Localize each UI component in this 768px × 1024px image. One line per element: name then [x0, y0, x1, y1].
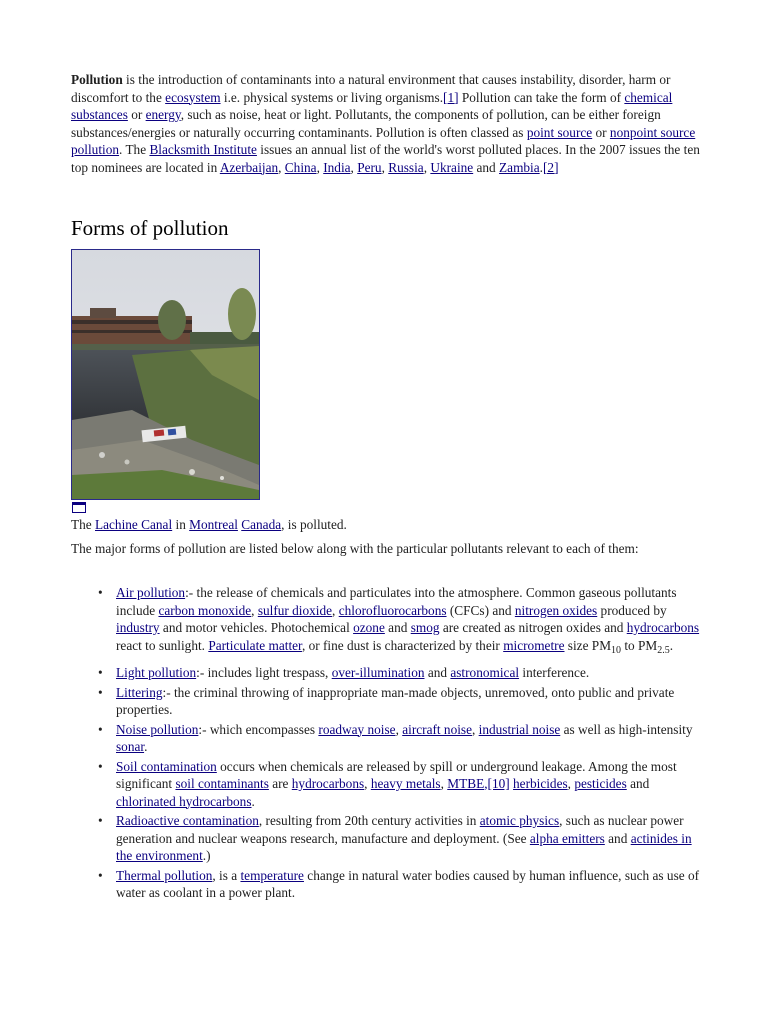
link-montreal[interactable]: Montreal	[189, 517, 238, 532]
text: :- includes light trespass,	[196, 665, 332, 680]
text: as well as high-intensity	[560, 721, 693, 737]
list-item-noise-pollution	[116, 721, 701, 756]
link-soil-contamination[interactable]: Soil contamination	[116, 758, 217, 774]
link-mtbe[interactable]: MTBE	[447, 776, 485, 791]
text: ,	[251, 602, 258, 618]
text: ,	[440, 776, 448, 791]
text: interference.	[519, 665, 590, 680]
link-light-pollution[interactable]: Light pollution	[116, 665, 197, 680]
text: and	[626, 776, 650, 791]
text: produced by	[597, 602, 667, 618]
text: in	[172, 517, 190, 532]
link-india[interactable]: India	[323, 159, 351, 175]
intro-term: Pollution	[71, 72, 123, 87]
link-ukraine[interactable]: Ukraine	[430, 159, 474, 175]
text: ,	[423, 159, 431, 175]
link-lachine-canal[interactable]: Lachine Canal	[95, 517, 173, 532]
text: react to sunlight.	[116, 637, 209, 653]
text: ,	[350, 159, 358, 175]
text: ,	[332, 602, 339, 618]
text: ,	[364, 776, 371, 791]
citation-1[interactable]: [1]	[443, 89, 459, 105]
text: , such as nuclear power generation and nuclear weapons research, manufacture and deployment. (See	[116, 813, 684, 846]
text: ,	[472, 721, 479, 737]
text: , resulting from 20th century activities in	[258, 813, 480, 828]
text: :- which encompasses	[198, 721, 319, 737]
text: i.e. physical systems or living organisms.	[220, 89, 444, 105]
text: and	[384, 620, 411, 635]
list-item-thermal-pollution	[116, 867, 701, 902]
text: issues an annual list of the world's worst polluted places. In the 2007 issues the ten top nominees are located in	[71, 142, 700, 175]
text: , or fine dust is characterized by their	[301, 637, 504, 653]
text: is the introduction of contaminants into a natural environment that causes instability, disorder, harm or discomfort to the	[71, 72, 671, 105]
text: and motor vehicles. Photochemical	[159, 620, 354, 635]
citation-2[interactable]: [2]	[543, 159, 559, 175]
link-point-source[interactable]: point source	[526, 124, 593, 140]
link-pesticides[interactable]: pesticides	[574, 776, 627, 791]
text: Pollution can take the form of	[458, 89, 625, 105]
text: are created as nitrogen oxides and	[439, 620, 627, 635]
list-item-soil-contamination	[116, 758, 701, 811]
text: are	[268, 776, 292, 791]
text: ,	[278, 159, 285, 175]
link-sulfur-dioxide[interactable]: sulfur dioxide	[257, 602, 333, 618]
link-soil-contaminants[interactable]: soil contaminants	[175, 776, 269, 791]
text: and	[424, 665, 451, 680]
link-air-pollution[interactable]: Air pollution	[116, 585, 186, 600]
link-chemical-substances[interactable]: chemical substances	[71, 89, 673, 122]
text: .)	[202, 848, 211, 863]
text: .	[144, 739, 148, 754]
text: ,	[567, 776, 575, 791]
text: and	[473, 159, 500, 175]
text: .	[539, 159, 543, 175]
link-actinides-in-the-environment[interactable]: actinides in the environment	[116, 830, 692, 863]
forms-lead-text: The major forms of pollution are listed below along with the particular pollutants relevant to each of them:	[71, 541, 639, 556]
link-noise-pollution[interactable]: Noise pollution	[116, 721, 199, 737]
link-carbon-monoxide[interactable]: carbon monoxide	[158, 602, 252, 618]
link-canada[interactable]: Canada	[241, 517, 282, 532]
link-russia[interactable]: Russia	[388, 159, 424, 175]
text: or	[127, 107, 146, 122]
link-aircraft-noise[interactable]: aircraft noise	[402, 721, 472, 737]
text: . The	[119, 142, 150, 157]
text: :- the criminal throwing of inappropriate man-made objects, unremoved, onto public and private properties.	[116, 684, 675, 717]
text: :- the release of chemicals and particulates into the atmosphere. Common gaseous pollutants include	[116, 585, 677, 618]
text: , is polluted.	[281, 517, 347, 532]
list-item-radioactive-contamination	[116, 812, 701, 865]
link-alpha-emitters[interactable]: alpha emitters	[529, 830, 605, 846]
text: ,	[316, 159, 324, 175]
link-herbicides[interactable]: herbicides	[513, 776, 568, 791]
text: .	[669, 637, 674, 653]
link-nonpoint-source-pollution[interactable]: nonpoint source pollution	[71, 124, 696, 157]
link-industry[interactable]: industry	[116, 620, 160, 635]
link-chlorinated-hydrocarbons[interactable]: chlorinated hydrocarbons	[116, 793, 252, 809]
subscript: 10	[611, 644, 622, 656]
link-roadway-noise[interactable]: roadway noise	[318, 721, 396, 737]
link-energy[interactable]: energy	[145, 107, 181, 122]
link-ecosystem[interactable]: ecosystem	[165, 89, 221, 105]
text: or	[592, 124, 610, 140]
list-item-littering	[116, 684, 701, 719]
link-industrial-noise[interactable]: industrial noise	[478, 721, 561, 737]
link-atomic-physics[interactable]: atomic physics	[479, 813, 560, 828]
enlarge-icon[interactable]	[72, 502, 86, 513]
link-over-illumination[interactable]: over-illumination	[331, 665, 425, 680]
link-smog[interactable]: smog	[410, 620, 440, 635]
link-astronomical[interactable]: astronomical	[450, 665, 520, 680]
link-nitrogen-oxides[interactable]: nitrogen oxides	[514, 602, 598, 618]
link-particulate-matter[interactable]: Particulate matter	[208, 637, 302, 653]
text: , such as noise, heat or light. Pollutants, the components of pollution, can be either foreign substances/energies or naturally occurring contaminants. Pollution is often classed as	[71, 107, 661, 140]
photo-caption	[71, 516, 701, 534]
text: , is a	[212, 867, 241, 883]
link-zambia[interactable]: Zambia	[499, 159, 540, 175]
list-item-air-pollution	[116, 584, 701, 654]
link-blacksmith-institute[interactable]: Blacksmith Institute	[149, 142, 257, 157]
link-micrometre[interactable]: micrometre	[503, 637, 565, 653]
text: to PM	[621, 637, 658, 653]
list-item-light-pollution	[116, 664, 701, 682]
pollution-forms-list	[71, 584, 701, 904]
link-azerbaijan[interactable]: Azerbaijan	[219, 159, 279, 175]
link-chlorofluorocarbons[interactable]: chlorofluorocarbons	[338, 602, 447, 618]
subscript: 2.5	[657, 644, 670, 656]
link-sonar[interactable]: sonar	[116, 739, 145, 754]
text: and	[604, 830, 631, 846]
text: ,	[381, 159, 389, 175]
link-littering[interactable]: Littering	[116, 684, 163, 700]
link-china[interactable]: China	[284, 159, 317, 175]
link-radioactive-contamination[interactable]: Radioactive contamination	[116, 813, 259, 828]
section-heading: Forms of pollution	[71, 216, 229, 240]
link-hydrocarbons-soil[interactable]: hydrocarbons	[291, 776, 365, 791]
link-thermal-pollution[interactable]: Thermal pollution	[116, 867, 213, 883]
text: ,	[395, 721, 403, 737]
canal-photo-drawing	[72, 250, 259, 499]
link-peru[interactable]: Peru	[357, 159, 382, 175]
link-ozone[interactable]: ozone	[353, 620, 385, 635]
text: .	[251, 793, 255, 809]
text: occurs when chemicals are released by spill or underground leakage. Among the most significant	[116, 758, 677, 791]
text: The	[71, 517, 95, 532]
intro-paragraph	[71, 71, 701, 176]
citation-10[interactable]: ,[10]	[484, 776, 510, 791]
link-temperature[interactable]: temperature	[240, 867, 304, 883]
text: size PM	[564, 637, 612, 653]
text: (CFCs) and	[446, 602, 515, 618]
text: change in natural water bodies caused by human influence, such as use of water as coolant in a power plant.	[116, 867, 700, 900]
lachine-canal-photo[interactable]	[71, 249, 260, 500]
link-heavy-metals[interactable]: heavy metals	[370, 776, 441, 791]
link-hydrocarbons[interactable]: hydrocarbons	[626, 620, 700, 635]
